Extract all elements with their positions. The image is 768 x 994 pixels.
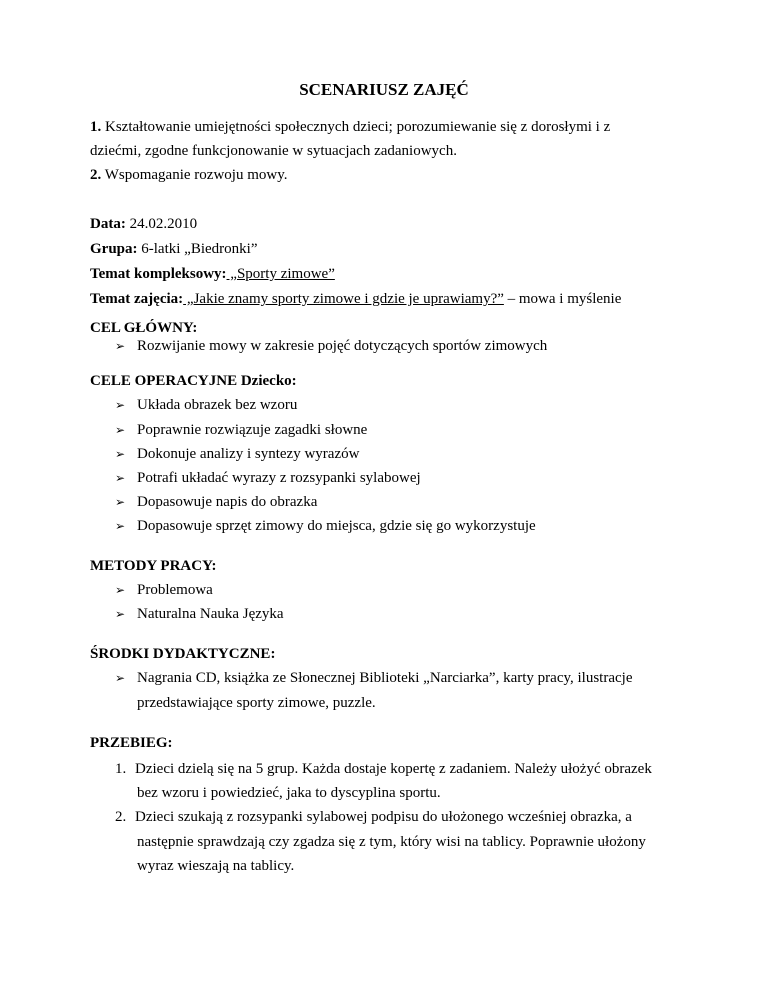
- lesson-topic-line: Temat zajęcia: „Jakie znamy sporty zimowe i gdzie je uprawiamy?” – mowa i myślenie: [90, 291, 622, 307]
- list-item: ➢ Potrafi układać wyrazy z rozsypanki sylabowej: [115, 470, 421, 486]
- objective-1-line2: dziećmi, zgodne funkcjonowanie w sytuacjach zadaniowych.: [90, 143, 457, 159]
- arrow-bullet-icon: ➢: [115, 583, 126, 597]
- materials-heading: ŚRODKI DYDAKTYCZNE:: [90, 646, 276, 662]
- course-heading: PRZEBIEG:: [90, 735, 173, 751]
- arrow-bullet-icon: ➢: [115, 495, 126, 509]
- list-item: ➢ Układa obrazek bez wzoru: [115, 397, 298, 413]
- methods-heading: METODY PRACY:: [90, 558, 217, 574]
- course-step-2-line1: 2. Dzieci szukają z rozsypanki sylabowej podpisu do ułożonego wcześniej obrazka, a: [115, 809, 632, 825]
- course-step-1-line2: bez wzoru i powiedzieć, jaka to dyscyplina sportu.: [137, 785, 441, 801]
- course-step-1-line1: 1. Dzieci dzielą się na 5 grup. Każda dostaje kopertę z zadaniem. Należy ułożyć obrazek: [115, 761, 652, 777]
- document-title: SCENARIUSZ ZAJĘĆ: [299, 80, 469, 99]
- arrow-bullet-icon: ➢: [115, 447, 126, 461]
- list-item: ➢ Dopasowuje sprzęt zimowy do miejsca, gdzie się go wykorzystuje: [115, 518, 536, 534]
- materials-line1: ➢ Nagrania CD, książka ze Słonecznej Biblioteki „Narciarka”, karty pracy, ilustracje: [115, 670, 633, 686]
- list-item: ➢ Poprawnie rozwiązuje zagadki słowne: [115, 422, 368, 438]
- group-line: Grupa: 6-latki „Biedronki”: [90, 241, 258, 257]
- list-item: ➢ Dokonuje analizy i syntezy wyrazów: [115, 446, 360, 462]
- complex-topic-line: Temat kompleksowy: „Sporty zimowe”: [90, 266, 335, 282]
- arrow-bullet-icon: ➢: [115, 671, 126, 685]
- list-item: ➢ Problemowa: [115, 582, 213, 598]
- arrow-bullet-icon: ➢: [115, 339, 126, 353]
- list-item: ➢ Dopasowuje napis do obrazka: [115, 494, 318, 510]
- arrow-bullet-icon: ➢: [115, 607, 126, 621]
- course-step-2-line3: wyraz wieszają na tablicy.: [137, 858, 295, 874]
- objective-1-line1: 1. Kształtowanie umiejętności społecznych dzieci; porozumiewanie się z dorosłymi i z: [90, 119, 611, 135]
- main-goal-heading: CEL GŁÓWNY:: [90, 320, 198, 336]
- materials-line2: przedstawiające sporty zimowe, puzzle.: [137, 695, 376, 711]
- list-item: ➢ Naturalna Nauka Języka: [115, 606, 284, 622]
- arrow-bullet-icon: ➢: [115, 423, 126, 437]
- course-step-2-line2: następnie sprawdzają czy zgadza się z tym, który wisi na tablicy. Poprawnie ułożony: [137, 834, 646, 850]
- arrow-bullet-icon: ➢: [115, 398, 126, 412]
- date-line: Data: 24.02.2010: [90, 216, 198, 232]
- arrow-bullet-icon: ➢: [115, 471, 126, 485]
- objective-2: 2. Wspomaganie rozwoju mowy.: [90, 167, 288, 183]
- main-goal-item: ➢ Rozwijanie mowy w zakresie pojęć dotyczących sportów zimowych: [115, 338, 548, 354]
- arrow-bullet-icon: ➢: [115, 519, 126, 533]
- operational-goals-heading: CELE OPERACYJNE Dziecko:: [90, 373, 297, 389]
